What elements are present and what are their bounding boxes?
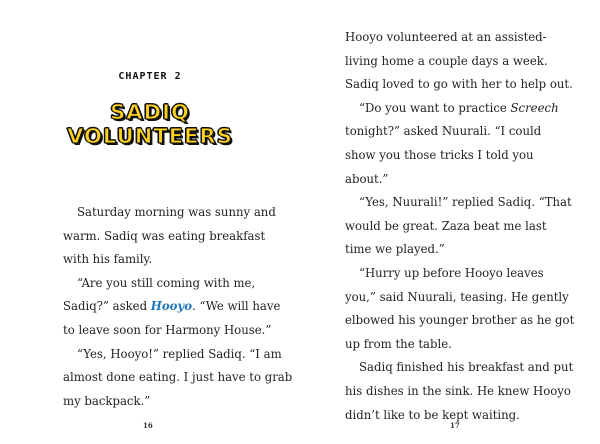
left-body-text — [63, 201, 293, 413]
chapter-title — [0, 100, 300, 148]
chapter-title-line-2: VOLUNTEERS — [67, 124, 233, 148]
text-line: his dishes in the sink. He knew Hooyo — [345, 383, 571, 398]
text-line: with his family. — [63, 252, 153, 267]
text-segment: Sadiq?” asked — [63, 299, 151, 314]
page-number-left: 16 — [143, 421, 153, 430]
text-line: “Yes, Nuurali!” replied Sadiq. “That — [359, 195, 572, 210]
hooyo-glossary-term: Hooyo — [150, 299, 193, 314]
text-line: Sadiq finished his breakfast and put — [359, 360, 574, 375]
text-line: tonight?” asked Nuurali. “I could — [345, 124, 542, 139]
text-line: Saturday morning was sunny and — [77, 205, 276, 219]
text-line: warm. Sadiq was eating breakfast — [63, 228, 266, 243]
chapter-label: CHAPTER 2 — [118, 71, 182, 82]
text-segment: . “We will have — [192, 299, 281, 314]
text-line: living home a couple days a week. — [345, 53, 548, 68]
text-line: show you those tricks I told you — [345, 147, 534, 162]
text-line: Hooyo volunteered at an assisted- — [345, 30, 547, 44]
text-line: didn’t like to be kept waiting. — [345, 407, 520, 422]
text-line: Sadiq loved to go with her to help out. — [345, 77, 573, 92]
text-line: time we played.” — [345, 242, 445, 257]
game-title: Screech — [510, 100, 559, 115]
page-number-right: 17 — [450, 421, 460, 430]
text-line: “Hurry up before Hooyo leaves — [359, 265, 544, 280]
text-segment: “Do you want to practice — [359, 100, 511, 115]
right-body-text — [345, 26, 585, 427]
text-line — [345, 97, 585, 121]
text-line: would be great. Zaza beat me last — [345, 218, 547, 233]
chapter-title-line-1: SADIQ — [110, 100, 190, 124]
text-line: “Are you still coming with me, — [77, 275, 256, 290]
text-line: about.” — [345, 171, 389, 186]
text-line: almost done eating. I just have to grab — [63, 370, 293, 385]
text-line: you,” said Nuurali, teasing. He gently — [345, 289, 569, 304]
text-line: elbowed his younger brother as he got — [345, 313, 575, 328]
text-line — [63, 295, 293, 319]
text-line: my backpack.” — [63, 393, 151, 408]
text-line: to leave soon for Harmony House.” — [63, 322, 272, 337]
text-line: “Yes, Hooyo!” replied Sadiq. “I am — [77, 346, 282, 361]
text-line: up from the table. — [345, 336, 452, 351]
